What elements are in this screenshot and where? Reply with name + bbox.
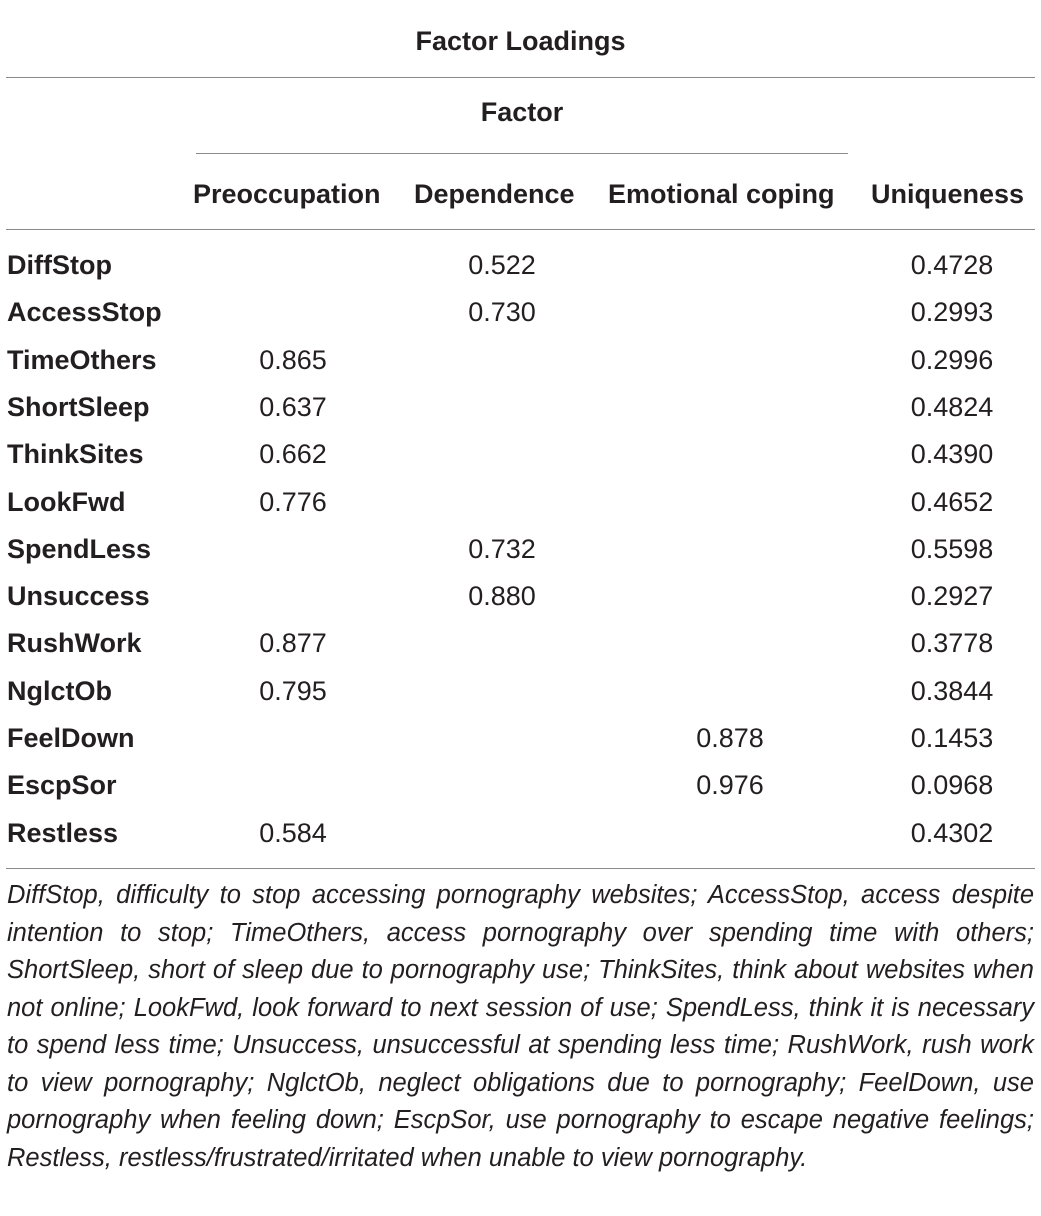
row-label: LookFwd xyxy=(7,487,126,517)
divider-bottom xyxy=(6,868,1035,869)
cell-preoccupation: 0.637 xyxy=(259,392,327,422)
row-label: NglctOb xyxy=(7,676,112,706)
cell-preoccupation: 0.776 xyxy=(259,487,327,517)
row-label: AccessStop xyxy=(7,297,162,327)
column-header-dependence: Dependence xyxy=(414,179,575,209)
divider-top xyxy=(6,77,1035,78)
row-label: EscpSor xyxy=(7,770,117,800)
cell-uniqueness: 0.4824 xyxy=(910,392,994,422)
row-label: Restless xyxy=(7,818,119,848)
divider-factor-span xyxy=(196,153,848,154)
cell-uniqueness: 0.3844 xyxy=(910,676,994,706)
cell-uniqueness: 0.4728 xyxy=(910,250,994,280)
cell-uniqueness: 0.4652 xyxy=(910,487,994,517)
cell-preoccupation: 0.877 xyxy=(259,628,327,658)
divider-header-bottom xyxy=(6,229,1035,230)
cell-uniqueness: 0.4302 xyxy=(910,818,994,848)
row-label: ThinkSites xyxy=(7,439,144,469)
factor-group-header: Factor xyxy=(480,97,564,127)
row-label: SpendLess xyxy=(7,534,152,564)
row-label: FeelDown xyxy=(7,723,135,753)
cell-preoccupation: 0.865 xyxy=(259,345,327,375)
table-title: Factor Loadings xyxy=(415,26,626,56)
cell-preoccupation: 0.662 xyxy=(259,439,327,469)
cell-preoccupation: 0.795 xyxy=(259,676,327,706)
cell-uniqueness: 0.3778 xyxy=(910,628,994,658)
cell-uniqueness: 0.2927 xyxy=(910,581,994,611)
column-header-uniqueness: Uniqueness xyxy=(871,179,1025,209)
column-header-preoccupation: Preoccupation xyxy=(193,179,381,209)
cell-uniqueness: 0.5598 xyxy=(910,534,994,564)
cell-emotional-coping: 0.976 xyxy=(696,770,764,800)
cell-dependence: 0.730 xyxy=(468,297,536,327)
row-label: DiffStop xyxy=(7,250,112,280)
row-label: TimeOthers xyxy=(7,345,157,375)
cell-uniqueness: 0.2996 xyxy=(910,345,994,375)
row-label: ShortSleep xyxy=(7,392,150,422)
table-footnote: DiffStop, difficulty to stop accessing pornography websites; AccessStop, access despite intention to stop; TimeOthers, access pornography over spending time with others; ShortSleep, short of sleep due to pornography use; ThinkSites, think about websites when not online; LookFwd, look forward to next session of use; SpendLess, think it is necessary to spend less time; Unsuccess, unsuccessful at spending less time; RushWork, rush work to view pornography; NglctOb, neglect obligations due to pornography; FeelDown, use pornography when feeling down; EscpSor, use pornography to escape negative feelings; Restless, restless/frustrated/irritated when unable to view pornography. xyxy=(7,881,1034,1172)
cell-dependence: 0.880 xyxy=(468,581,536,611)
cell-uniqueness: 0.0968 xyxy=(910,770,994,800)
cell-emotional-coping: 0.878 xyxy=(696,723,764,753)
row-label: RushWork xyxy=(7,628,142,658)
cell-preoccupation: 0.584 xyxy=(259,818,327,848)
cell-uniqueness: 0.1453 xyxy=(910,723,994,753)
cell-dependence: 0.522 xyxy=(468,250,536,280)
column-header-emotional-coping: Emotional coping xyxy=(608,179,835,209)
row-label: Unsuccess xyxy=(7,581,150,611)
cell-dependence: 0.732 xyxy=(468,534,536,564)
cell-uniqueness: 0.4390 xyxy=(910,439,994,469)
cell-uniqueness: 0.2993 xyxy=(910,297,994,327)
